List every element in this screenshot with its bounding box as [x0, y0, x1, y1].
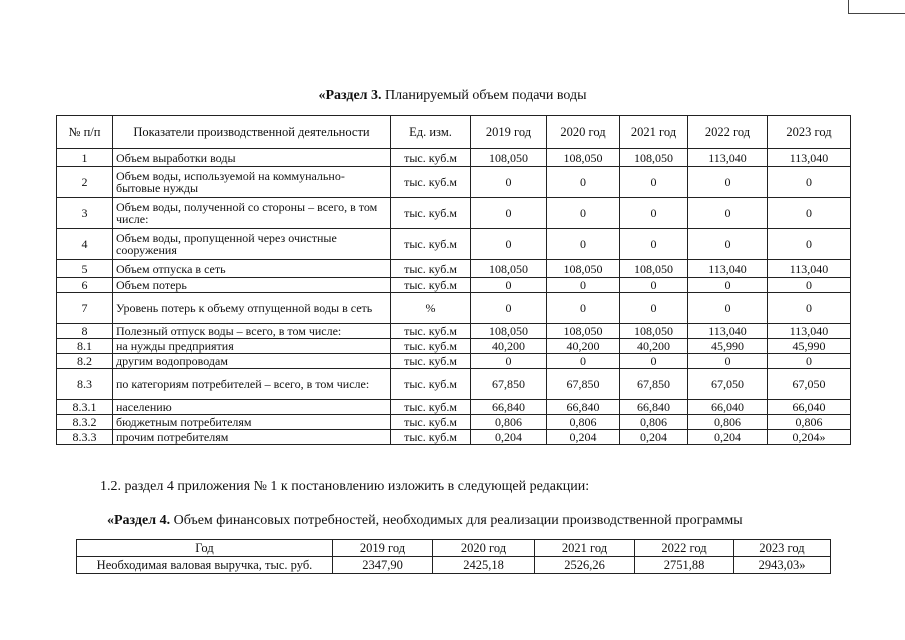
value-cell: 0 [688, 167, 768, 198]
value-cell: 0,806 [547, 415, 620, 430]
revenue-value-cell: 2526,26 [535, 557, 635, 574]
revenue-table-header-cell: 2023 год [734, 540, 831, 557]
water-table-row [57, 293, 851, 324]
water-table-row [57, 198, 851, 229]
row-number-cell: 3 [57, 198, 113, 229]
water-table-row [57, 167, 851, 198]
value-cell: 0 [620, 278, 688, 293]
value-cell: 66,840 [620, 400, 688, 415]
revenue-table-header-cell: 2019 год [333, 540, 433, 557]
row-number-cell: 2 [57, 167, 113, 198]
value-cell: 0 [547, 278, 620, 293]
water-table-header-cell: 2023 год [768, 116, 851, 149]
value-cell: 108,050 [471, 149, 547, 167]
value-cell: 0 [688, 354, 768, 369]
row-number-cell: 4 [57, 229, 113, 260]
value-cell: 0,204» [768, 430, 851, 445]
value-cell: 0 [547, 293, 620, 324]
value-cell: 113,040 [688, 324, 768, 339]
indicator-cell: другим водопроводам [113, 354, 391, 369]
water-table-row [57, 430, 851, 445]
value-cell: 0 [688, 293, 768, 324]
revenue-value-cell: 2943,03» [734, 557, 831, 574]
row-number-cell: 1 [57, 149, 113, 167]
water-table-header-cell: Показатели производственной деятельности [113, 116, 391, 149]
amendment-paragraph: 1.2. раздел 4 приложения № 1 к постановлению изложить в следующей редакции: [100, 479, 590, 494]
row-number-cell: 5 [57, 260, 113, 278]
value-cell: 0 [471, 229, 547, 260]
unit-cell: % [391, 293, 471, 324]
indicator-cell: Объем воды, пропущенной через очистные сооружения [113, 229, 391, 260]
unit-cell: тыс. куб.м [391, 278, 471, 293]
value-cell: 40,200 [547, 339, 620, 354]
value-cell: 0 [768, 229, 851, 260]
value-cell: 66,840 [547, 400, 620, 415]
water-table-row [57, 339, 851, 354]
value-cell: 108,050 [620, 324, 688, 339]
corner-mark-horizontal [848, 13, 905, 14]
row-number-cell: 8.3 [57, 369, 113, 400]
indicator-cell: Объем выработки воды [113, 149, 391, 167]
revenue-table-row [77, 557, 831, 574]
section3-heading-bold: «Раздел 3. [318, 88, 382, 103]
water-table-row [57, 400, 851, 415]
unit-cell: тыс. куб.м [391, 260, 471, 278]
row-number-cell: 8 [57, 324, 113, 339]
water-supply-table [56, 115, 851, 445]
value-cell: 0 [547, 354, 620, 369]
value-cell: 113,040 [688, 149, 768, 167]
unit-cell: тыс. куб.м [391, 167, 471, 198]
value-cell: 66,840 [471, 400, 547, 415]
value-cell: 0,204 [547, 430, 620, 445]
value-cell: 0 [471, 278, 547, 293]
water-table-row [57, 369, 851, 400]
value-cell: 113,040 [768, 149, 851, 167]
unit-cell: тыс. куб.м [391, 415, 471, 430]
value-cell: 108,050 [547, 324, 620, 339]
value-cell: 45,990 [768, 339, 851, 354]
value-cell: 0,806 [471, 415, 547, 430]
value-cell: 108,050 [471, 324, 547, 339]
section4-heading-text: Объем финансовых потребностей, необходимых для реализации производственной программы [170, 513, 743, 528]
indicator-cell: Объем воды, полученной со стороны – всего, в том числе: [113, 198, 391, 229]
value-cell: 0,806 [768, 415, 851, 430]
value-cell: 113,040 [768, 324, 851, 339]
value-cell: 0 [547, 167, 620, 198]
value-cell: 0 [620, 293, 688, 324]
value-cell: 0 [620, 198, 688, 229]
value-cell: 45,990 [688, 339, 768, 354]
section4-heading [107, 513, 743, 529]
indicator-cell: Объем воды, используемой на коммунально-бытовые нужды [113, 167, 391, 198]
water-table-row [57, 324, 851, 339]
water-table-header-cell: 2019 год [471, 116, 547, 149]
unit-cell: тыс. куб.м [391, 400, 471, 415]
section3-heading [0, 88, 905, 104]
water-table-row [57, 229, 851, 260]
value-cell: 0 [620, 354, 688, 369]
revenue-table-header-cell: 2021 год [535, 540, 635, 557]
value-cell: 108,050 [547, 260, 620, 278]
indicator-cell: Уровень потерь к объему отпущенной воды в сеть [113, 293, 391, 324]
value-cell: 0,204 [620, 430, 688, 445]
row-number-cell: 8.2 [57, 354, 113, 369]
water-table-row [57, 278, 851, 293]
unit-cell: тыс. куб.м [391, 324, 471, 339]
water-table-header-cell: 2021 год [620, 116, 688, 149]
indicator-cell: прочим потребителям [113, 430, 391, 445]
value-cell: 0,204 [471, 430, 547, 445]
value-cell: 0 [547, 198, 620, 229]
revenue-table-header-cell: Год [77, 540, 333, 557]
unit-cell: тыс. куб.м [391, 229, 471, 260]
unit-cell: тыс. куб.м [391, 198, 471, 229]
value-cell: 108,050 [620, 260, 688, 278]
row-number-cell: 8.3.1 [57, 400, 113, 415]
value-cell: 0 [471, 293, 547, 324]
value-cell: 67,850 [620, 369, 688, 400]
unit-cell: тыс. куб.м [391, 369, 471, 400]
water-table-header-cell: Ед. изм. [391, 116, 471, 149]
indicator-cell: Объем отпуска в сеть [113, 260, 391, 278]
value-cell: 0 [620, 167, 688, 198]
row-number-cell: 8.3.2 [57, 415, 113, 430]
revenue-table-header-cell: 2020 год [433, 540, 535, 557]
revenue-table [76, 539, 831, 574]
value-cell: 0 [768, 354, 851, 369]
value-cell: 113,040 [768, 260, 851, 278]
value-cell: 0 [688, 198, 768, 229]
value-cell: 0 [768, 278, 851, 293]
indicator-cell: по категориям потребителей – всего, в том числе: [113, 369, 391, 400]
value-cell: 0 [471, 167, 547, 198]
unit-cell: тыс. куб.м [391, 149, 471, 167]
water-table-header-cell: № п/п [57, 116, 113, 149]
value-cell: 0 [768, 293, 851, 324]
value-cell: 108,050 [547, 149, 620, 167]
value-cell: 40,200 [620, 339, 688, 354]
water-table-row [57, 415, 851, 430]
unit-cell: тыс. куб.м [391, 354, 471, 369]
value-cell: 0,806 [620, 415, 688, 430]
water-table-row [57, 260, 851, 278]
revenue-value-cell: 2751,88 [635, 557, 734, 574]
value-cell: 0 [768, 198, 851, 229]
value-cell: 0,806 [688, 415, 768, 430]
indicator-cell: на нужды предприятия [113, 339, 391, 354]
value-cell: 0 [547, 229, 620, 260]
water-table-header-row [57, 116, 851, 149]
indicator-cell: Объем потерь [113, 278, 391, 293]
row-number-cell: 8.3.3 [57, 430, 113, 445]
indicator-cell: населению [113, 400, 391, 415]
value-cell: 0 [688, 278, 768, 293]
row-number-cell: 6 [57, 278, 113, 293]
water-table-header-cell: 2020 год [547, 116, 620, 149]
unit-cell: тыс. куб.м [391, 339, 471, 354]
value-cell: 0 [620, 229, 688, 260]
value-cell: 67,050 [688, 369, 768, 400]
value-cell: 113,040 [688, 260, 768, 278]
water-table-row [57, 354, 851, 369]
row-number-cell: 8.1 [57, 339, 113, 354]
value-cell: 66,040 [688, 400, 768, 415]
corner-mark-vertical [848, 0, 849, 14]
value-cell: 40,200 [471, 339, 547, 354]
revenue-table-header-cell: 2022 год [635, 540, 734, 557]
indicator-cell: Полезный отпуск воды – всего, в том числе: [113, 324, 391, 339]
revenue-table-header-row [77, 540, 831, 557]
value-cell: 0 [471, 354, 547, 369]
water-table-header-cell: 2022 год [688, 116, 768, 149]
value-cell: 67,050 [768, 369, 851, 400]
value-cell: 0 [471, 198, 547, 229]
water-table-row [57, 149, 851, 167]
value-cell: 108,050 [620, 149, 688, 167]
value-cell: 0,204 [688, 430, 768, 445]
value-cell: 67,850 [547, 369, 620, 400]
value-cell: 66,040 [768, 400, 851, 415]
value-cell: 0 [768, 167, 851, 198]
revenue-value-cell: 2347,90 [333, 557, 433, 574]
value-cell: 67,850 [471, 369, 547, 400]
value-cell: 108,050 [471, 260, 547, 278]
row-number-cell: 7 [57, 293, 113, 324]
unit-cell: тыс. куб.м [391, 430, 471, 445]
section4-heading-bold: «Раздел 4. [107, 513, 171, 528]
revenue-value-cell: 2425,18 [433, 557, 535, 574]
revenue-label-cell: Необходимая валовая выручка, тыс. руб. [77, 557, 333, 574]
indicator-cell: бюджетным потребителям [113, 415, 391, 430]
section3-heading-text: Планируемый объем подачи воды [381, 88, 587, 103]
value-cell: 0 [688, 229, 768, 260]
